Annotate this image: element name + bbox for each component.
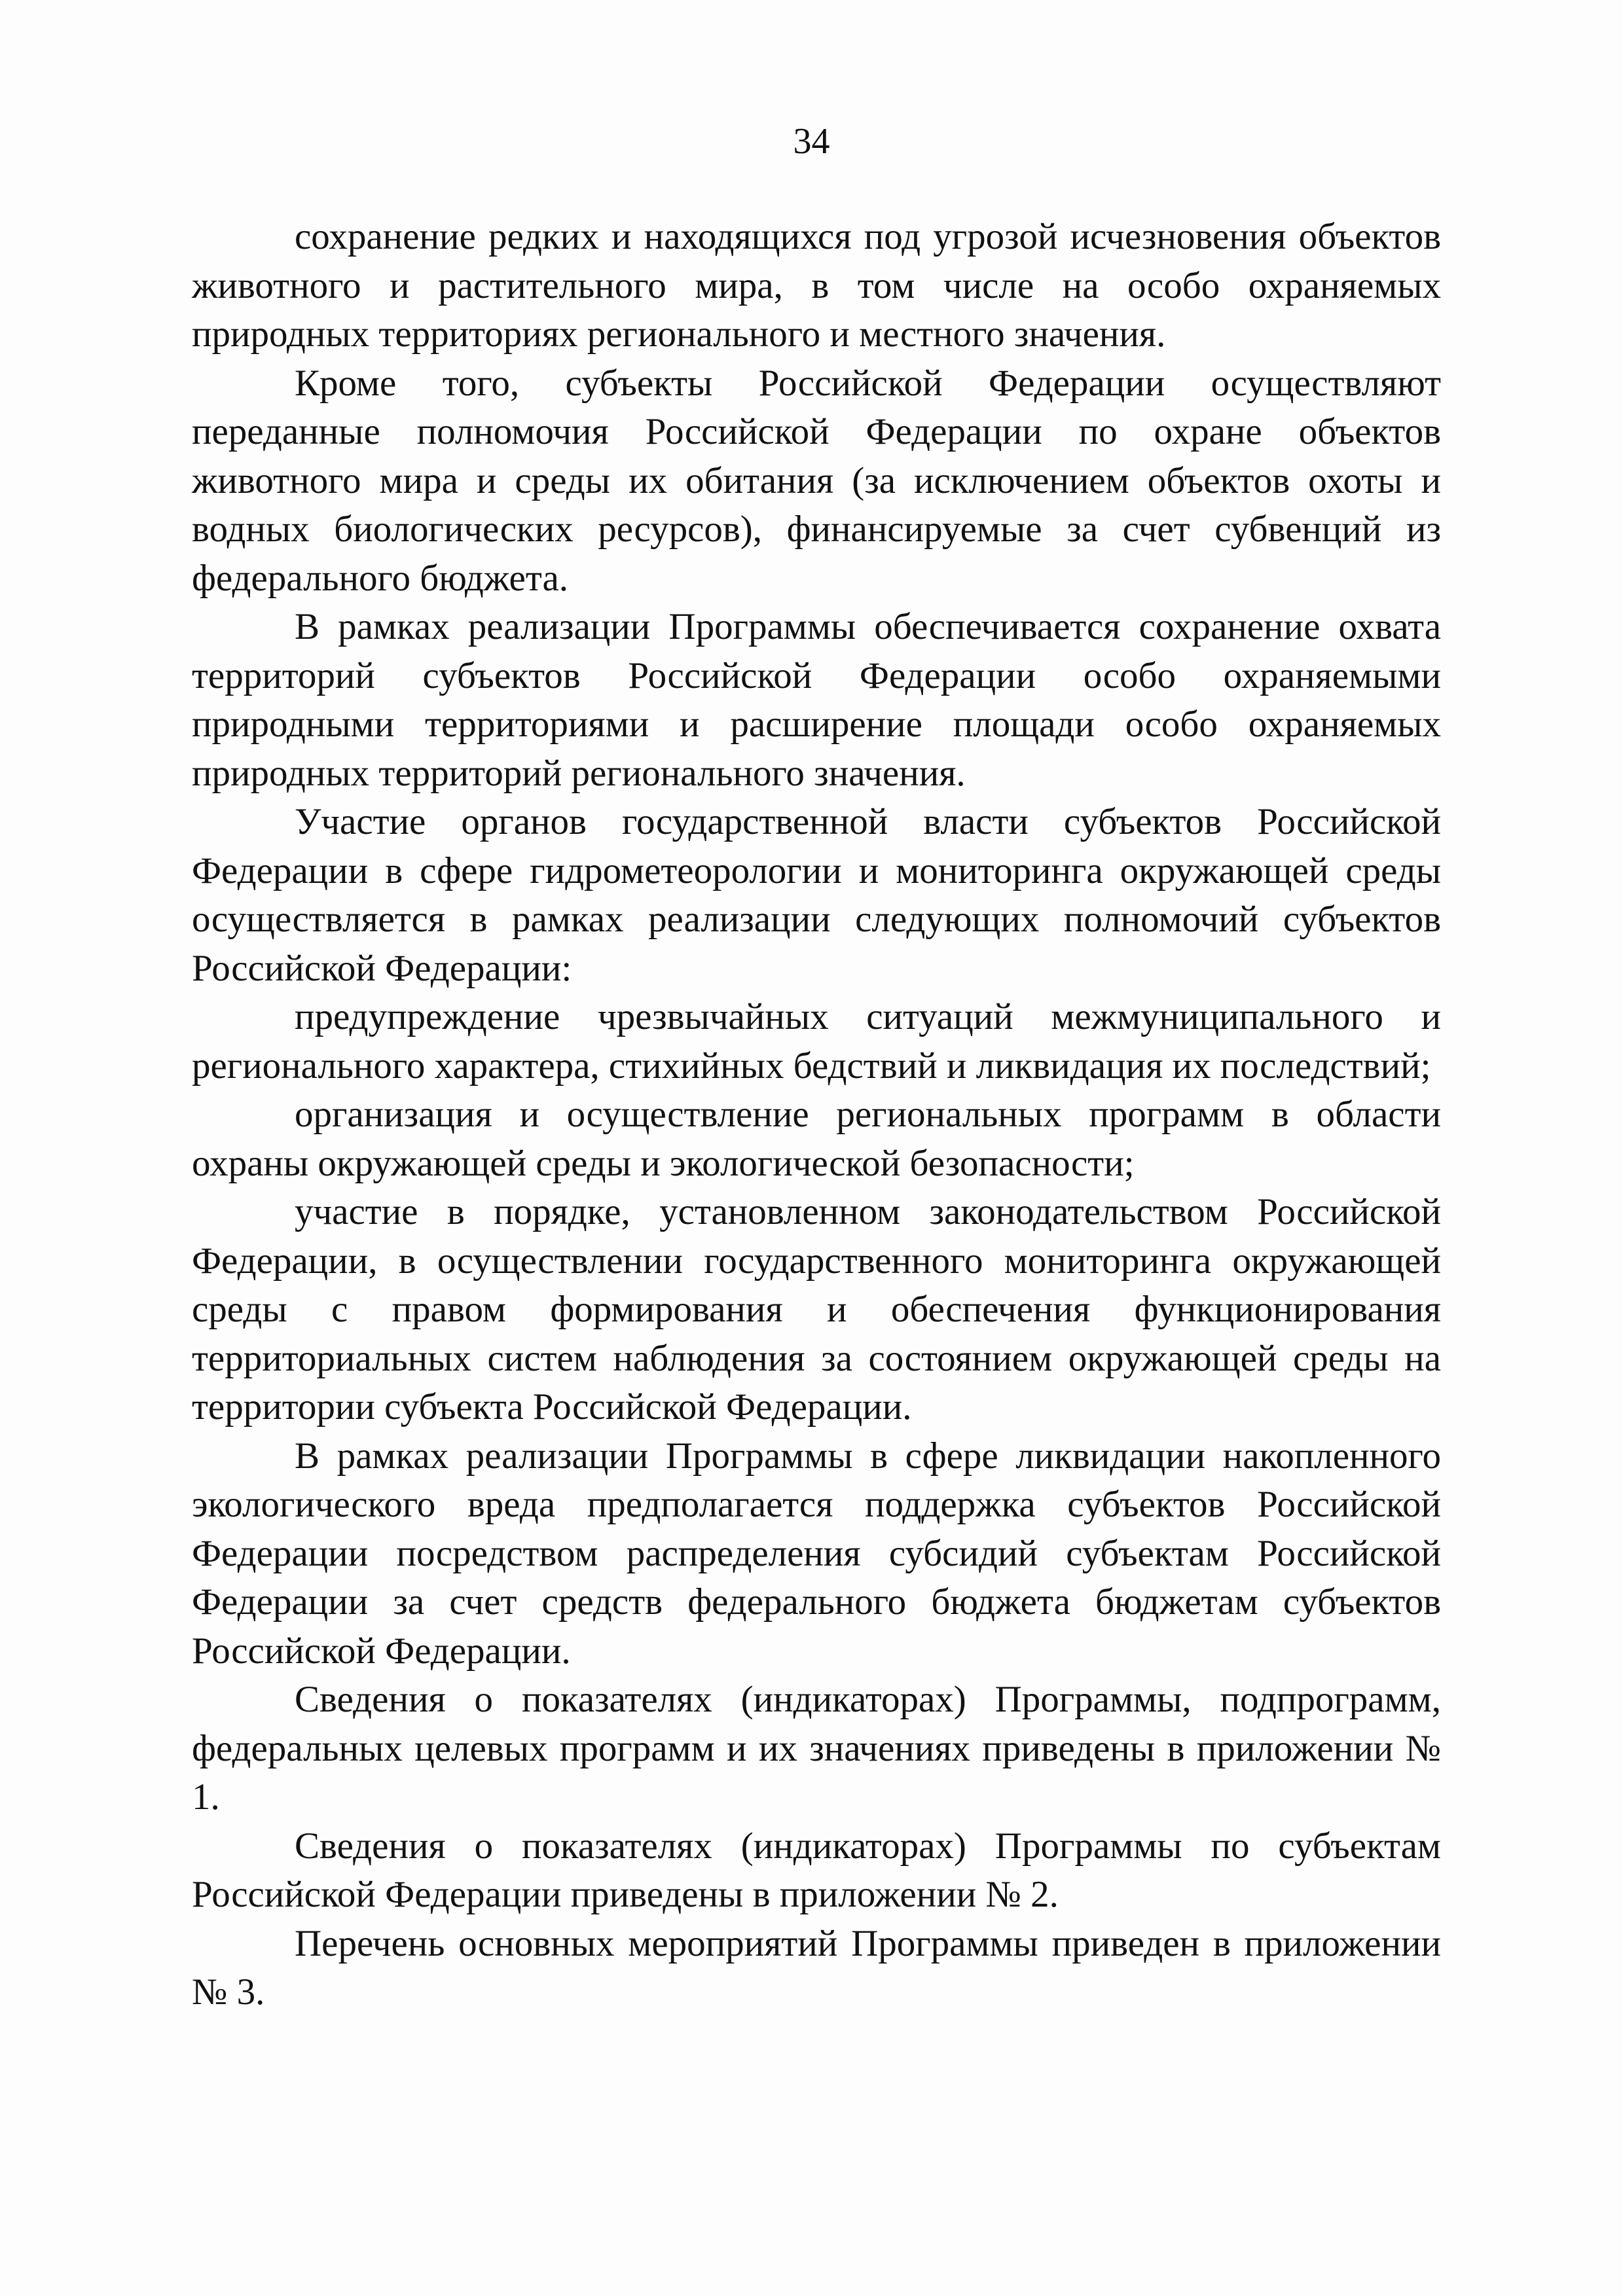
paragraph: Кроме того, субъекты Российской Федерации осуществляют переданные полномочия Российской Федерации по охране объектов животного мира и среды их обитания (за исключением объектов охоты и водных биологических ресурсов), финансируемые за счет субвенций из федерального бюджета. bbox=[192, 362, 1441, 599]
paragraph: Сведения о показателях (индикаторах) Программы по субъектам Российской Федерации приведены в приложении № 2. bbox=[192, 1825, 1441, 1915]
paragraph: Перечень основных мероприятий Программы приведен в приложении № 3. bbox=[192, 1922, 1441, 2013]
list-item-paragraph: участие в порядке, установленном законодательством Российской Федерации, в осуществлении государственного мониторинга окружающей среды с правом формирования и обеспечения функционирования территориальных систем наблюдения за состоянием окружающей среды на территории субъекта Российской Федерации. bbox=[192, 1191, 1441, 1427]
list-item-paragraph: предупреждение чрезвычайных ситуаций межмуниципального и регионального характера, стихийных бедствий и ликвидация их последствий; bbox=[192, 996, 1441, 1086]
paragraph: Участие органов государственной власти субъектов Российской Федерации в сфере гидрометеорологии и мониторинга окружающей среды осуществляется в рамках реализации следующих полномочий субъектов Российской Федерации: bbox=[192, 801, 1441, 989]
paragraph: сохранение редких и находящихся под угрозой исчезновения объектов животного и растительного мира, в том числе на особо охраняемых природных территориях регионального и местного значения. bbox=[192, 216, 1441, 355]
paragraph: В рамках реализации Программы обеспечивается сохранение охвата территорий субъектов Российской Федерации особо охраняемыми природными территориями и расширение площади особо охраняемых природных территорий регионального значения. bbox=[192, 606, 1441, 794]
page-number: 34 bbox=[793, 121, 830, 162]
document-body bbox=[192, 213, 1441, 2017]
paragraph: В рамках реализации Программы в сфере ликвидации накопленного экологического вреда предполагается поддержка субъектов Российской Федерации посредством распределения субсидий субъектам Российской Федерации за счет средств федерального бюджета бюджетам субъектов Российской Федерации. bbox=[192, 1435, 1441, 1672]
list-item-paragraph: организация и осуществление региональных программ в области охраны окружающей среды и экологической безопасности; bbox=[192, 1094, 1441, 1184]
paragraph: Сведения о показателях (индикаторах) Программы, подпрограмм, федеральных целевых программ и их значениях приведены в приложении № 1. bbox=[192, 1679, 1441, 1818]
